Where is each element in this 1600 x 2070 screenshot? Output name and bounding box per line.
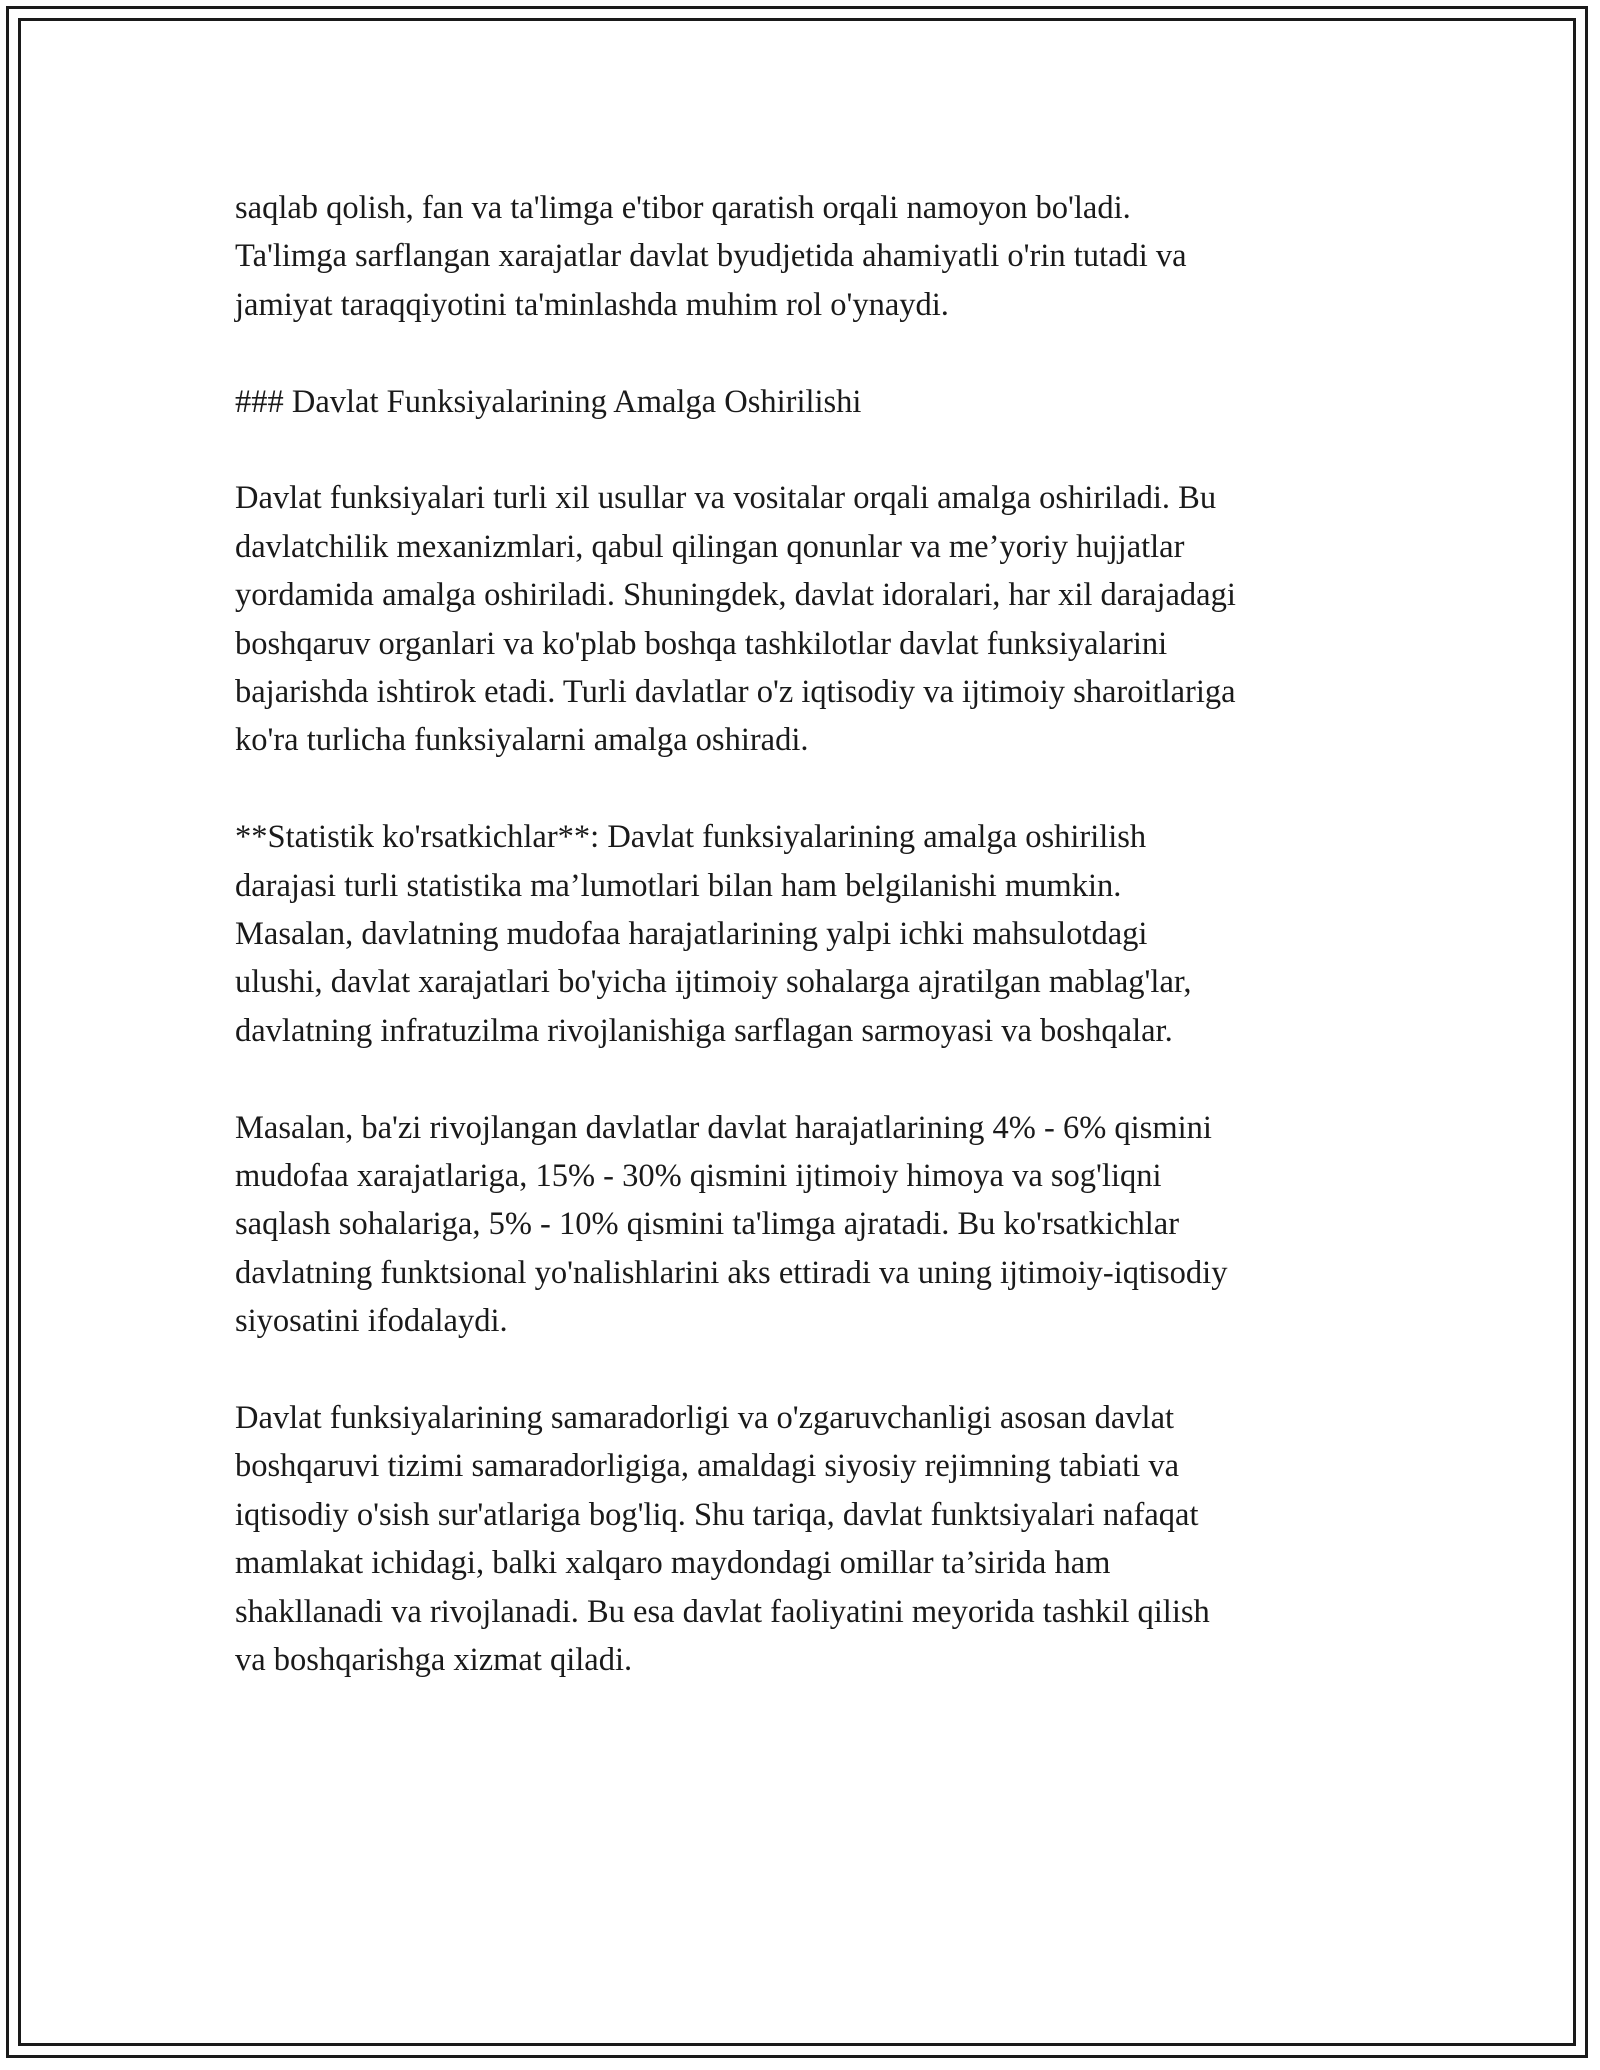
paragraph-statistics: **Statistik ko'rsatkichlar**: Davlat funksiyalarining amalga oshirilish darajasi turli statistika ma’lumotlari bilan ham belgilanishi mumkin. Masalan, davlatning mudofaa harajatlarining yalpi ichki mahsulotdagi ulushi, davlat xarajatlari bo'yicha ijtimoiy sohalarga ajratilgan mablag'lar, davlatning infratuzilma rivojlanishiga sarflagan sarmoyasi va boshqalar. — [235, 819, 1192, 1049]
paragraph-intro: saqlab qolish, fan va ta'limga e'tibor qaratish orqali namoyon bo'ladi. Ta'limga sarflangan xarajatlar davlat byudjetida ahamiyatli o'rin tutadi va jamiyat taraqqiyotini ta'minlashda muhim rol o'ynaydi. — [235, 190, 1187, 323]
paragraph-conclusion: Davlat funksiyalarining samaradorligi va o'zgaruvchanligi asosan davlat boshqaruvi tizimi samaradorligiga, amaldagi siyosiy rejimning tabiati va iqtisodiy o'sish sur'atlariga bog'liq. Shu tariqa, davlat funktsiyalari nafaqat mamlakat ichidagi, balki xalqaro maydondagi omillar ta’sirida ham shakllanadi va rivojlanadi. Bu esa davlat faoliyatini meyorida tashkil qilish va boshqarishga xizmat qiladi. — [235, 1400, 1210, 1679]
section-heading: ### Davlat Funksiyalarining Amalga Oshirilishi — [235, 383, 862, 420]
document-body — [235, 184, 1385, 1733]
paragraph-methods: Davlat funksiyalari turli xil usullar va vositalar orqali amalga oshiriladi. Bu davlatchilik mexanizmlari, qabul qilingan qonunlar va me’yoriy hujjatlar yordamida amalga oshiriladi. Shuningdek, davlat idoralari, har xil darajadagi boshqaruv organlari va ko'plab boshqa tashkilotlar davlat funksiyalarini bajarishda ishtirok etadi. Turli davlatlar o'z iqtisodiy va ijtimoiy sharoitlariga ko'ra turlicha funksiyalarni amalga oshiradi. — [235, 480, 1236, 759]
paragraph-example: Masalan, ba'zi rivojlangan davlatlar davlat harajatlarining 4% - 6% qismini mudofaa xarajatlariga, 15% - 30% qismini ijtimoiy himoya va sog'liqni saqlash sohalariga, 5% - 10% qismini ta'limga ajratadi. Bu ko'rsatkichlar davlatning funktsional yo'nalishlarini aks ettiradi va uning ijtimoiy-iqtisodiy siyosatini ifodalaydi. — [235, 1109, 1228, 1340]
